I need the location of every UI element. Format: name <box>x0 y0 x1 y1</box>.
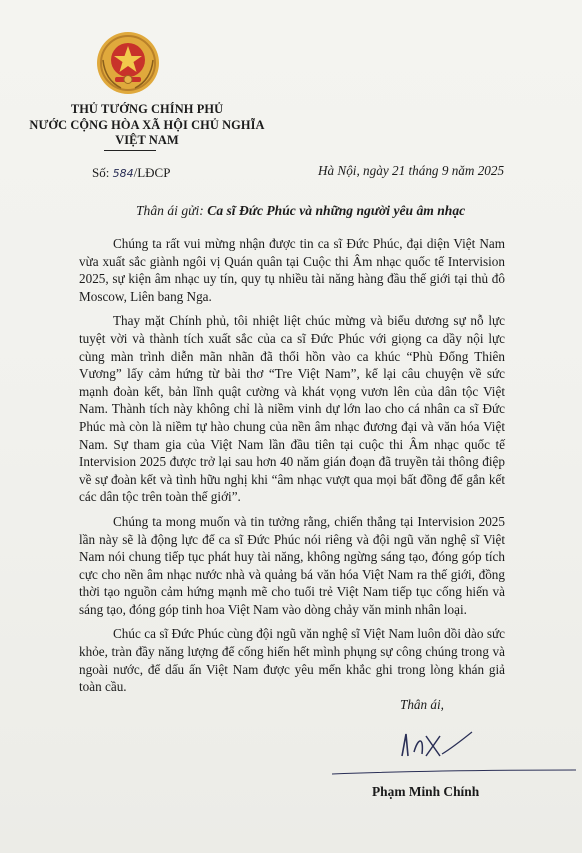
issuer-line-1: THỦ TƯỚNG CHÍNH PHỦ <box>70 102 224 116</box>
issuer-block <box>22 102 272 149</box>
closing-phrase: Thân ái, <box>400 697 444 712</box>
national-emblem-icon <box>95 30 161 96</box>
body-paragraph-3: Chúng ta mong muốn và tin tưởng rằng, chiến thắng tại Intervision 2025 lần này sẽ là động lực để ca sĩ Đức Phúc nói riêng và đội ngũ văn nghệ sĩ Việt Nam nói chung tiếp tục phát huy tài năng, không ngừng sáng tạo, đóng góp tích cực cho nền âm nhạc nước nhà và quảng bá văn hóa Việt Nam ra thế giới, đồng thời tạo nguồn cảm hứng mạnh mẽ cho tuổi trẻ Việt Nam tiếp tục cống hiến và sáng tạo, đóng góp tinh hoa Việt Nam vào dòng chảy văn minh nhân loại. <box>79 513 505 617</box>
document-number-suffix: /LĐCP <box>133 165 171 180</box>
body-paragraph-1: Chúng ta rất vui mừng nhận được tin ca sĩ Đức Phúc, đại diện Việt Nam vừa xuất sắc giành ngôi vị Quán quân tại Cuộc thi Âm nhạc quốc tế Intervision 2025, sự kiện âm nhạc uy tín, quy tụ nhiều tài năng hàng đầu thế giới tại thủ đô Moscow, Liên bang Nga. <box>79 236 505 304</box>
signature-flourish <box>330 769 578 775</box>
signer-name: Phạm Minh Chính <box>372 784 480 799</box>
issuer-line-3: VIỆT NAM <box>115 133 179 147</box>
issuer-divider <box>104 150 156 151</box>
handwritten-signature-icon <box>396 726 476 766</box>
salutation-prefix: Thân ái gửi: <box>136 203 204 218</box>
salutation <box>136 203 465 219</box>
document-number <box>92 165 170 181</box>
body-paragraph-2: Thay mặt Chính phủ, tôi nhiệt liệt chúc mừng và biểu dương sự nỗ lực tuyệt vời và thành tích xuất sắc của ca sĩ Đức Phúc với giọng ca dầy nội lực cùng màn trình diễn mãn nhãn đã thổi hồn vào ca khúc “Phù Đổng Thiên Vương” lấy cảm hứng từ bài thơ “Tre Việt Nam”, kể lại câu chuyện về sức mạnh đoàn kết, bản lĩnh quật cường và khát vọng vươn lên của dân tộc Việt Nam. Thành tích này không chỉ là niềm vinh dự lớn lao cho cá nhân ca sĩ Đức Phúc mà còn là niềm tự hào chung của nền âm nhạc đương đại và văn hóa Việt Nam. Sự tham gia của Việt Nam lần đầu tiên tại cuộc thi Âm nhạc quốc tế Intervision 2025 được trở lại sau hơn 40 năm gián đoạn đã truyền tải thông điệp về sự đoàn kết và tình hữu nghị khi “âm nhạc vượt qua mọi bất đồng để gắn kết các dân tộc trên toàn thế giới”. <box>79 313 505 505</box>
place-date: Hà Nội, ngày 21 tháng 9 năm 2025 <box>318 163 505 178</box>
salutation-recipient: Ca sĩ Đức Phúc và những người yêu âm nhạc <box>207 203 466 218</box>
body-paragraph-4: Chúc ca sĩ Đức Phúc cùng đội ngũ văn nghệ sĩ Việt Nam luôn dồi dào sức khỏe, tràn đầy năng lượng để cống hiến hết mình phụng sự công chúng trong và ngoài nước, để dấu ấn Việt Nam được yêu mến khắc ghi trong lòng khán giả toàn cầu. <box>79 626 505 695</box>
issuer-line-2: NƯỚC CỘNG HÒA XÃ HỘI CHỦ NGHĨA <box>29 117 265 132</box>
document-number-value: 584 <box>112 167 134 180</box>
letter-body <box>79 235 505 703</box>
document-number-label: Số: <box>92 165 110 180</box>
